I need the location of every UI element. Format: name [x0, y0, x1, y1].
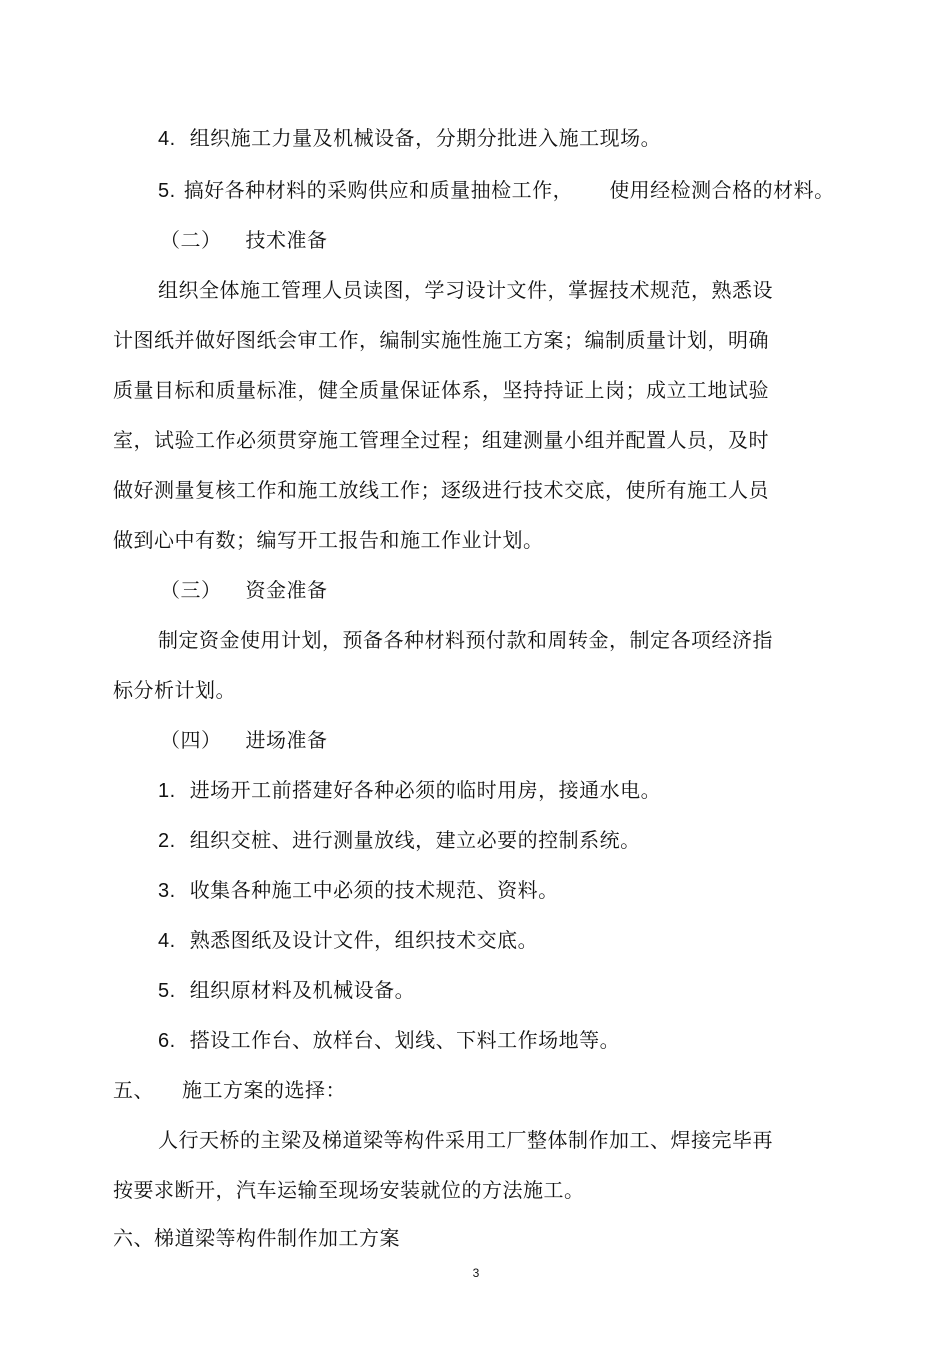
paragraph-line: 质量目标和质量标准，健全质量保证体系，坚持持证上岗；成立工地试验 — [113, 378, 769, 402]
section-number: （三） — [160, 578, 222, 602]
chapter-heading: 六、梯道梁等构件制作加工方案 — [113, 1226, 400, 1250]
paragraph-line: 组织全体施工管理人员读图，学习设计文件，掌握技术规范，熟悉设 — [158, 278, 773, 302]
list-item — [158, 826, 641, 855]
list-text: 进场开工前搭建好各种必须的临时用房，接通水电。 — [189, 778, 662, 802]
list-text: 组织施工力量及机械设备，分期分批进入施工现场。 — [189, 126, 662, 150]
paragraph-line: 做好测量复核工作和施工放线工作；逐级进行技术交底，使所有施工人员 — [113, 478, 769, 502]
paragraph-line: 人行天桥的主梁及梯道梁等构件采用工厂整体制作加工、焊接完毕再 — [158, 1128, 773, 1152]
chapter-title: 施工方案的选择： — [182, 1078, 346, 1102]
list-text: 收集各种施工中必须的技术规范、资料。 — [189, 878, 559, 902]
list-item — [158, 124, 661, 153]
chapter-number: 五、 — [113, 1078, 154, 1102]
page-number: 3 — [472, 1266, 480, 1280]
list-text: 组织原材料及机械设备。 — [189, 978, 416, 1002]
paragraph-line: 做到心中有数；编写开工报告和施工作业计划。 — [113, 528, 544, 552]
list-number: 6. — [158, 1030, 176, 1052]
section-number: （四） — [160, 728, 222, 752]
section-title: 进场准备 — [245, 728, 328, 752]
list-text: 熟悉图纸及设计文件，组织技术交底。 — [189, 928, 539, 952]
list-item — [158, 1026, 620, 1055]
list-item — [158, 926, 538, 955]
section-number: （二） — [160, 228, 222, 252]
list-text: 搞好各种材料的采购供应和质量抽检工作， — [183, 178, 574, 202]
section-heading — [160, 576, 328, 604]
paragraph-line: 按要求断开，汽车运输至现场安装就位的方法施工。 — [113, 1178, 585, 1202]
list-number: 2. — [158, 830, 176, 852]
paragraph-line: 计图纸并做好图纸会审工作，编制实施性施工方案；编制质量计划，明确 — [113, 328, 769, 352]
paragraph-line: 标分析计划。 — [113, 678, 236, 702]
list-text: 组织交桩、进行测量放线，建立必要的控制系统。 — [189, 828, 641, 852]
section-title: 资金准备 — [245, 578, 328, 602]
list-item — [158, 176, 835, 205]
paragraph-line: 室，试验工作必须贯穿施工管理全过程；组建测量小组并配置人员，及时 — [113, 428, 769, 452]
list-item — [158, 876, 559, 905]
list-text-continued: 使用经检测合格的材料。 — [609, 178, 835, 202]
section-heading — [160, 226, 328, 254]
list-item — [158, 776, 661, 805]
list-number: 4. — [158, 930, 176, 952]
paragraph-line: 制定资金使用计划，预备各种材料预付款和周转金，制定各项经济指 — [158, 628, 773, 652]
list-item — [158, 976, 415, 1005]
list-number: 5. — [158, 980, 176, 1002]
section-title: 技术准备 — [245, 228, 328, 252]
list-number: 5. — [158, 180, 176, 202]
list-number: 3. — [158, 880, 176, 902]
chapter-heading — [113, 1076, 346, 1104]
list-text: 搭设工作台、放样台、划线、下料工作场地等。 — [189, 1028, 621, 1052]
list-number: 1. — [158, 780, 176, 802]
list-number: 4. — [158, 128, 176, 150]
section-heading — [160, 726, 328, 754]
